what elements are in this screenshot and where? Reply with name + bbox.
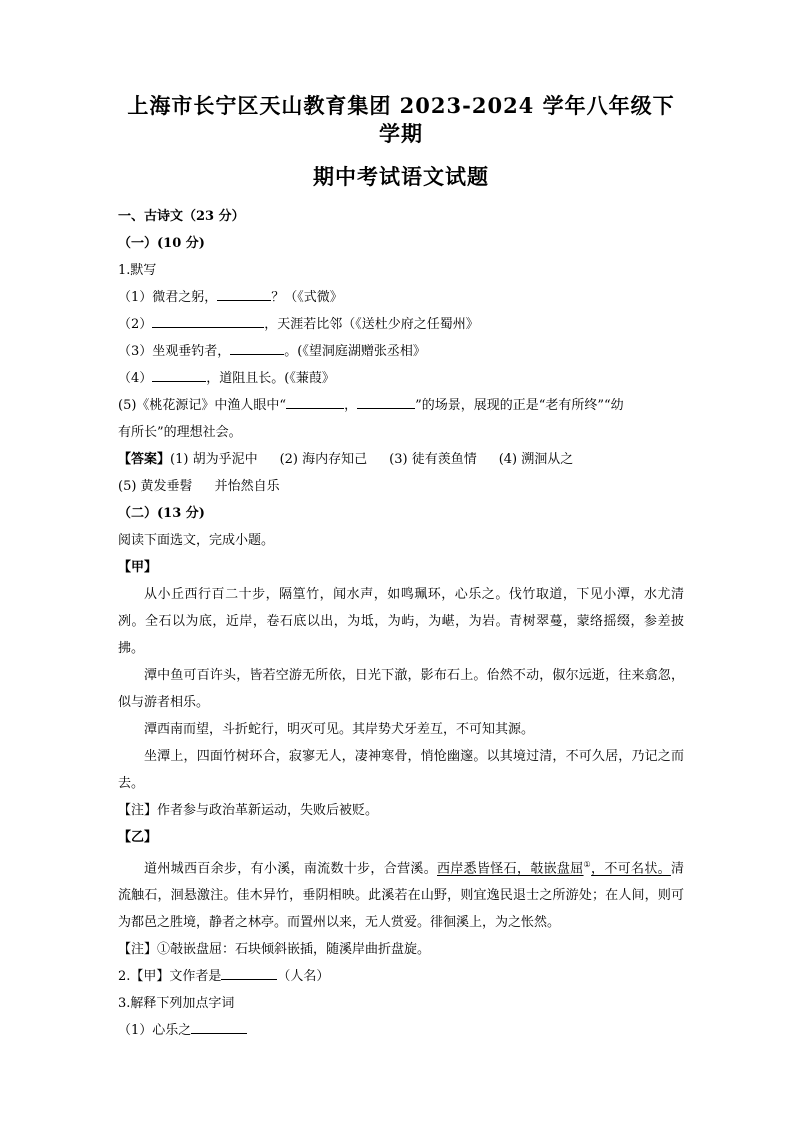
- jia-paragraph-1: 从小丘西行百二十步，隔篁竹，闻水声，如鸣珮环，心乐之。伐竹取道，下见小潭，水尤清冽。全石以为底，近岸，卷石底以出，为坻，为屿，为嵁，为岩。青树翠蔓，蒙络摇缀，参差披拂。: [118, 587, 684, 656]
- yi-text-pre: 道州城西百余步，有小溪，南流数十步，合营溪。: [144, 861, 438, 877]
- document-page: [118, 92, 684, 1044]
- answer-5a: (5) 黄发垂髫: [118, 479, 193, 494]
- yi-text-post: 清流触石，洄悬激注。佳木异竹，垂阴相映。此溪若在山野，则宜逸民退士之所游处；在人间，则可为都邑之胜境，静者之林亭。而置州以来，无人赏爱。徘徊溪上，为之怅然。: [118, 861, 684, 931]
- answer-blank: [152, 313, 264, 328]
- q1-item-1: [118, 284, 684, 311]
- answer-4: (4) 溯洄从之: [498, 452, 574, 467]
- jia-paragraph-2: 潭中鱼可百许头，皆若空游无所依，日光下澈，影布石上。佁然不动，俶尔远逝，往来翕忽，似与游者相乐。: [118, 668, 684, 710]
- instruction: 阅读下面选文，完成小题。: [118, 533, 275, 548]
- q1-item-4-pre: （4）: [118, 371, 153, 386]
- answer-blank: [191, 1019, 247, 1034]
- question-3: 3.解释下列加点字词: [118, 996, 235, 1012]
- footnote-marker: ①: [583, 860, 592, 869]
- q1-item-5-cont: 有所长”的理想社会。: [118, 425, 242, 440]
- part-heading-1: （一）(10 分): [118, 236, 205, 251]
- answer-3: (3) 徒有羡鱼情: [389, 452, 477, 467]
- answer-5b: 并怡然自乐: [214, 479, 280, 494]
- q1-item-4-post: ，道阻且长。(《蒹葭》: [206, 371, 335, 386]
- q1-item-3-post: 。(《望洞庭湖赠张丞相》: [284, 344, 426, 359]
- title-line-1: 上海市长宁区天山教育集团 2023-2024 学年八年级下学期: [127, 93, 675, 146]
- q1-item-5-mid: ，: [344, 398, 358, 413]
- q1-item-2-post: ，天涯若比邻（《送杜少府之任蜀州》: [264, 317, 479, 332]
- yi-label: 【乙】: [118, 830, 158, 845]
- answer-blank: [230, 340, 284, 355]
- q1-item-1-pre: （1）微君之躬，: [118, 290, 218, 305]
- answer-blank: [217, 286, 271, 301]
- answer-1: (1) 胡为乎泥中: [170, 452, 258, 467]
- question-3-1: [118, 1017, 684, 1044]
- q1-item-4: [118, 365, 684, 392]
- q1-item-5: [118, 392, 684, 419]
- question-2-post: （人名）: [277, 969, 330, 985]
- question-3-1-text: （1）心乐之: [118, 1023, 192, 1039]
- section-heading: 一、古诗文（23 分）: [118, 209, 245, 224]
- answer-blank: [221, 965, 277, 980]
- jia-paragraph-3: 潭西南而望，斗折蛇行，明灭可见。其岸势犬牙差互，不可知其源。: [144, 722, 535, 737]
- answer-blank: [286, 394, 344, 409]
- part-heading-2: （二）(13 分): [118, 506, 205, 521]
- q1-item-2: [118, 311, 684, 338]
- yi-note: 【注】①攲嵌盘屈：石块倾斜嵌插，随溪岸曲折盘旋。: [118, 942, 431, 958]
- q1-item-5-pre: (5)《桃花源记》中渔人眼中“: [118, 398, 287, 413]
- question-2-pre: 2.【甲】文作者是: [118, 969, 222, 985]
- answer-2: (2) 海内存知己: [279, 452, 368, 467]
- yi-paragraph: [118, 851, 684, 936]
- jia-label: 【甲】: [118, 560, 158, 575]
- question-2: [118, 963, 684, 990]
- answer-line-1: [118, 446, 684, 473]
- question-1: 1.默写: [118, 263, 157, 278]
- answer-label: 【答案】: [118, 452, 171, 467]
- answer-line-2: [118, 473, 684, 500]
- jia-note: 【注】作者参与政治革新运动，失败后被贬。: [118, 803, 379, 818]
- q1-item-5-post: ”的场景，展现的正是“老有所终”“幼: [415, 398, 624, 413]
- yi-underlined-text-2: ，不可名状。: [591, 861, 671, 877]
- q1-item-2-pre: （2）: [118, 317, 153, 332]
- yi-underlined-text: 西岸悉皆怪石，攲嵌盘屈: [437, 861, 584, 877]
- q1-item-3-pre: （3）坐观垂钓者，: [118, 344, 231, 359]
- q1-item-1-post: ？（《式微》: [271, 290, 343, 305]
- answer-blank: [152, 367, 206, 382]
- answer-blank: [357, 394, 415, 409]
- q1-item-3: [118, 338, 684, 365]
- title-line-2: 期中考试语文试题: [313, 164, 489, 189]
- jia-paragraph-4: 坐潭上，四面竹树环合，寂寥无人，凄神寒骨，悄怆幽邃。以其境过清，不可久居，乃记之而去。: [118, 749, 684, 791]
